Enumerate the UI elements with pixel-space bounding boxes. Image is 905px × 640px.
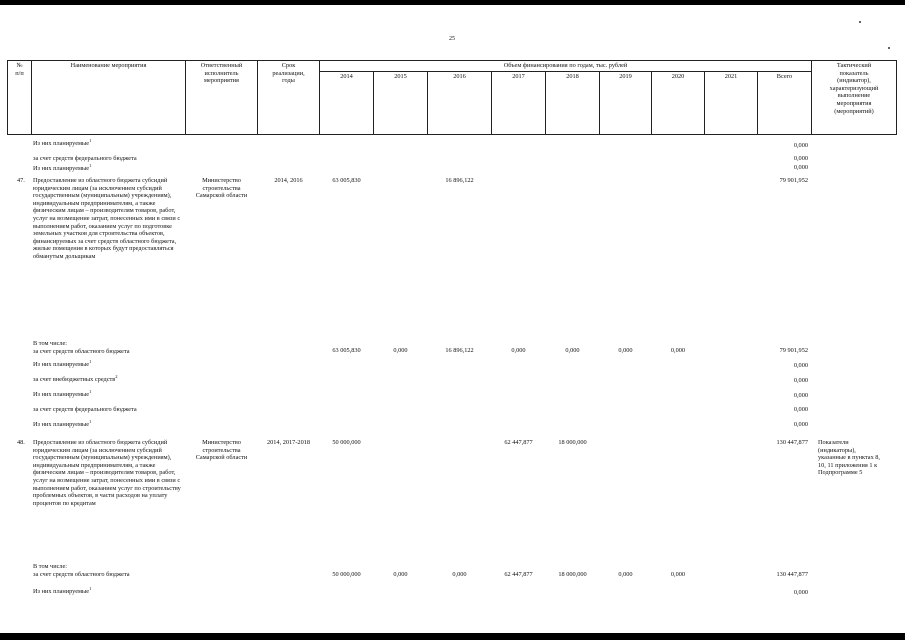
header-responsible: Ответственный исполнитель мероприятия xyxy=(200,62,243,85)
item-number: 47. xyxy=(17,177,25,184)
header-indicator: Тактический показатель (индикатор), характеризующий выполнение мероприятия (мероприятий) xyxy=(829,62,879,115)
row-label: Из них планируемые$^1$ xyxy=(33,418,92,428)
header-year: 2016 xyxy=(453,73,466,80)
value-2014: 50 000,000 xyxy=(332,571,361,578)
row-label: за счет внебюджетных средств$^2$ xyxy=(33,373,118,383)
header-year: 2021 xyxy=(724,73,738,80)
row-label: Из них планируемые$^1$ xyxy=(33,388,92,398)
value-total: 130 447,877 xyxy=(776,439,808,446)
row-label: Из них планируемые$^1$ xyxy=(33,358,92,368)
row-label: Из них планируемые$^1$ xyxy=(33,162,92,172)
row-label: за счет средств областного бюджета xyxy=(33,348,130,355)
value-2017: 62 447,877 xyxy=(504,571,533,578)
row-total: 0,000 xyxy=(793,164,808,171)
header-name: Наименование мероприятия xyxy=(70,62,147,69)
value-2016: 16 896,122 xyxy=(445,347,474,354)
row-total: 0,000 xyxy=(793,155,808,162)
header-num: № п/п xyxy=(15,62,24,77)
item-description: Предоставление из областного бюджета субсидий юридическим лицам (за исключением субсидий государственным (муниципальным) учреждениям), индивидуальным предпринимателям, а также физическим лицам – производителям товаров, работ, услуг на возмещение затрат, понесенных ими в связи с выполнением работ, оказанием услуг по строительству проблемных объектов, в части расходов на уплату процентов по кредитам xyxy=(33,439,181,507)
value-2016: 0,000 xyxy=(452,571,467,578)
value-2019: 0,000 xyxy=(618,571,633,578)
value-2020: 0,000 xyxy=(670,571,686,578)
row-total: 0,000 xyxy=(793,142,808,149)
value-2016: 16 896,122 xyxy=(445,177,474,184)
row-total: 0,000 xyxy=(793,421,808,428)
row-label: за счет средств федерального бюджета xyxy=(33,406,137,413)
bottom-border xyxy=(0,633,905,640)
item-responsible: Министерство строительства Самарской области xyxy=(195,177,248,200)
row-total: 0,000 xyxy=(793,377,808,384)
value-2019: 0,000 xyxy=(618,347,633,354)
value-total: 79 901,952 xyxy=(779,177,808,184)
row-label: Из них планируемые$^1$ xyxy=(33,137,92,147)
value-2018: 18 000,000 xyxy=(558,439,587,446)
row-label: Из них планируемые$^1$ xyxy=(33,585,92,595)
header-year: 2020 xyxy=(671,73,685,80)
item-term: 2014, 2016 xyxy=(274,177,303,184)
including-label: В том числе: xyxy=(33,340,68,347)
value-2020: 0,000 xyxy=(670,347,686,354)
header-year: 2018 xyxy=(566,73,579,80)
row-total: 0,000 xyxy=(793,589,808,596)
value-2018: 18 000,000 xyxy=(558,571,587,578)
page-number: 25 xyxy=(449,36,455,42)
header-year: 2019 xyxy=(619,73,632,80)
header-year: 2015 xyxy=(394,73,407,80)
value-total: 130 447,877 xyxy=(776,571,808,578)
header-financing: Объем финансирования по годам, тыс. рублей xyxy=(503,62,628,69)
header-term: Срок реализации, годы xyxy=(272,62,305,85)
value-2014: 63 005,830 xyxy=(332,177,361,184)
row-label: за счет средств областного бюджета xyxy=(33,571,130,578)
row-total: 0,000 xyxy=(793,362,808,369)
top-border xyxy=(0,0,905,5)
value-2015: 0,000 xyxy=(393,571,408,578)
value-2018: 0,000 xyxy=(565,347,580,354)
header-year: 2017 xyxy=(512,73,525,80)
header-year: 2014 xyxy=(340,73,353,80)
scan-dot xyxy=(888,47,890,49)
including-label: В том числе: xyxy=(33,563,68,570)
scan-dot xyxy=(859,21,861,23)
item-responsible: Министерство строительства Самарской области xyxy=(195,439,248,462)
header-total: Всего xyxy=(776,73,793,80)
value-2014: 50 000,000 xyxy=(332,439,361,446)
item-description: Предоставление из областного бюджета субсидий юридическим лицам (за исключением субсидий государственным (муниципальным) учреждениям), индивидуальным предпринимателям, а также физическим лицам – производителям товаров, работ, услуг на возмещение затрат, понесенных ими в связи с выполнением работ, оказанием услуг по подготовке земельных участков для строительства объектов, финансируемых за счет средств областного бюджета, жилые помещения в которых будут предоставляться обманутым дольщикам xyxy=(33,177,181,260)
item-term: 2014, 2017-2018 xyxy=(266,439,311,446)
value-2017: 0,000 xyxy=(511,347,526,354)
value-2015: 0,000 xyxy=(393,347,408,354)
item-indicator: Показатели (индикаторы), указанные в пунктах 8, 10, 11 приложения 1 к Подпрограмме 5 xyxy=(818,439,881,477)
row-total: 0,000 xyxy=(793,392,808,399)
value-2017: 62 447,877 xyxy=(504,439,533,446)
row-label: за счет средств федерального бюджета xyxy=(33,155,137,162)
item-number: 48. xyxy=(17,439,25,446)
row-total: 0,000 xyxy=(793,406,808,413)
value-total: 79 901,952 xyxy=(779,347,808,354)
value-2014: 63 005,830 xyxy=(332,347,361,354)
